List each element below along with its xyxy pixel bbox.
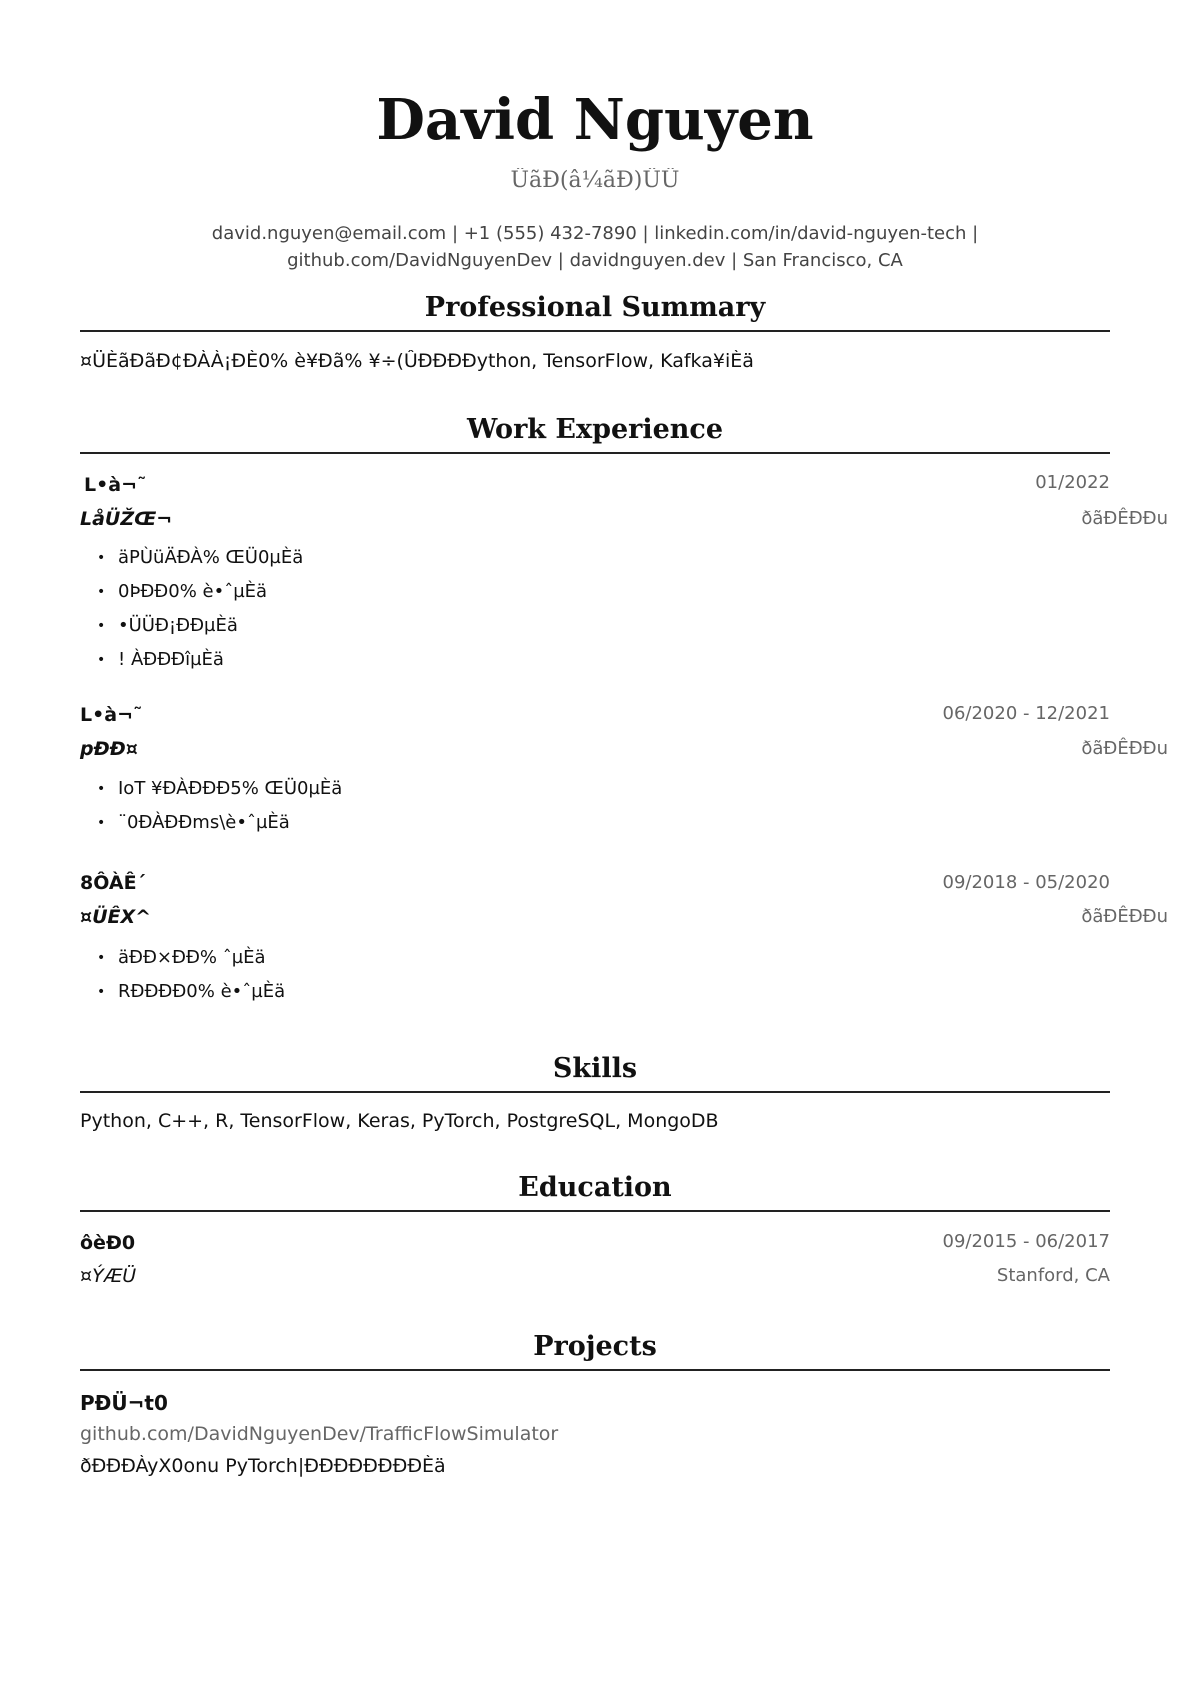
job-3-location: ðãÐÊÐÐu — [1081, 906, 1168, 927]
job-2-company: pÐÐ¤ — [80, 738, 138, 760]
list-item: • ! ÀÐÐÐîµÈä — [97, 649, 224, 670]
summary-divider — [80, 330, 1110, 332]
list-item: • 0ÞÐÐ0% è•ˆµÈä — [97, 581, 268, 602]
list-item: • •ÜÜÐ¡ÐÐµÈä — [97, 615, 238, 636]
job-1-role: L•à¬˜ — [84, 474, 147, 496]
projects-heading: Projects — [533, 1331, 657, 1362]
contact-info — [80, 220, 1110, 274]
skills-heading: Skills — [552, 1053, 638, 1084]
job-1-location: ðãÐÊÐÐu — [1081, 508, 1168, 529]
education-school: ôèÐ0 — [80, 1232, 136, 1254]
list-item: • äÐÐ×ÐÐ% ˆµÈä — [97, 947, 266, 968]
job-2-role: L•à¬˜ — [80, 704, 143, 726]
summary-text: ¤ÜÈãÐãÐ¢ÐÀÀ¡ÐÈ0% è¥Ðã% ¥÷(ÛÐÐÐÐython, TensorFlow, Kafka¥iÈä — [80, 350, 754, 372]
skills-divider — [80, 1091, 1110, 1093]
project-link[interactable]: github.com/DavidNguyenDev/TrafficFlowSimulator — [80, 1423, 559, 1445]
experience-divider — [80, 452, 1110, 454]
job-3-date: 09/2018 - 05/2020 — [942, 872, 1110, 893]
job-1-company: LåÜŽŒ¬ — [80, 508, 173, 530]
list-item: • ¨0ÐÀÐÐms\è•ˆµÈä — [97, 812, 290, 833]
education-location: Stanford, CA — [996, 1265, 1110, 1286]
list-item: • RÐÐÐÐ0% è•ˆµÈä — [97, 981, 286, 1002]
summary-heading: Professional Summary — [424, 292, 766, 323]
list-item: • äPÙüÄÐÀ% ŒÜ0µÈä — [97, 547, 304, 568]
project-name: PÐÜ¬t0 — [80, 1391, 168, 1415]
project-description: ðÐÐÐÀyX0onu PyTorch|ÐÐÐÐÐÐÐÐÈä — [80, 1455, 446, 1477]
education-heading: Education — [518, 1172, 672, 1203]
list-item: • IoT ¥ÐÀÐÐÐ5% ŒÜ0µÈä — [97, 778, 343, 799]
contact-line-2: github.com/DavidNguyenDev | davidnguyen.dev | San Francisco, CA — [287, 250, 903, 271]
job-2-date: 06/2020 - 12/2021 — [942, 703, 1110, 724]
job-1-bullets — [80, 541, 303, 677]
candidate-tagline: ÜãÐ(â¼ãÐ)ÜÜ — [510, 168, 680, 193]
job-3-role: 8ÔÀÊ´ — [80, 872, 147, 894]
job-2-location: ðãÐÊÐÐu — [1081, 738, 1168, 759]
job-2-bullets — [80, 772, 342, 840]
skills-text: Python, C++, R, TensorFlow, Keras, PyTorch, PostgreSQL, MongoDB — [80, 1110, 719, 1132]
job-3-company: ¤ÜÊX^ — [80, 906, 152, 928]
projects-divider — [80, 1369, 1110, 1371]
job-3-bullets — [80, 941, 285, 1009]
education-divider — [80, 1210, 1110, 1212]
contact-line-1: david.nguyen@email.com | +1 (555) 432-7890 | linkedin.com/in/david-nguyen-tech | — [211, 223, 979, 244]
education-degree: ¤ÝÆÜ — [80, 1265, 137, 1287]
candidate-name: David Nguyen — [376, 87, 814, 153]
job-1-date: 01/2022 — [1035, 472, 1110, 493]
education-date: 09/2015 - 06/2017 — [942, 1231, 1110, 1252]
experience-heading: Work Experience — [466, 414, 724, 445]
